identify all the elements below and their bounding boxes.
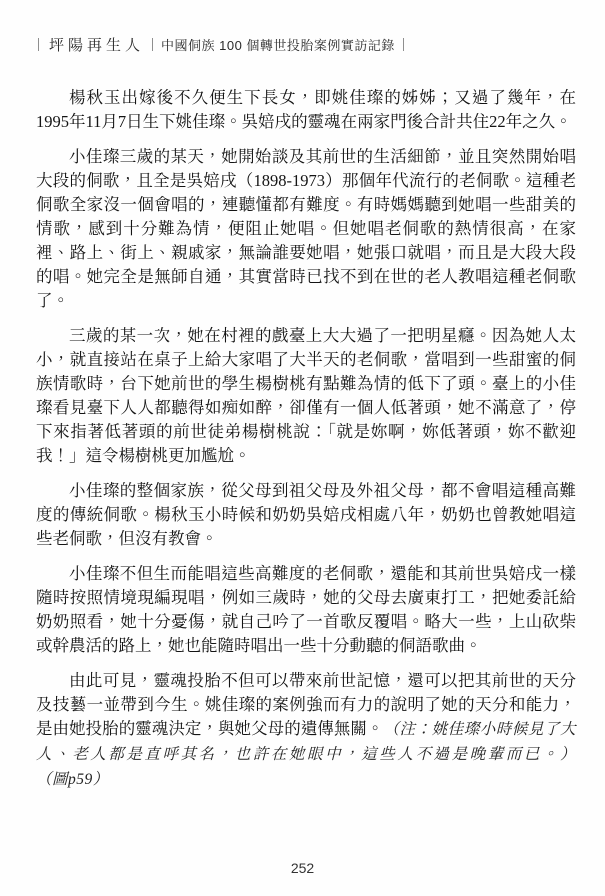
paragraph-birth: 楊秋玉出嫁後不久便生下長女，即姚佳璨的姊姊；又過了幾年，在1995年11月7日生下姚佳璨。吳婄戌的靈魂在兩家門後合計共住22年之久。	[36, 88, 576, 131]
header-divider-left	[38, 38, 39, 51]
paragraph-stage-performance: 三歲的某一次，她在村裡的戲臺上大大過了一把明星癮。因為她人太小，就直接站在桌子上給大家唱了大半天的老侗歌，當唱到一些甜蜜的侗族情歌時，台下她前世的學生楊樹桃有點難為情的低下了頭。臺上的小佳璨看見臺下人人都聽得如痴如醉，卻僅有一個人低著頭，她不滿意了，停下來指著低著頭的前世徒弟楊樹桃說：「就是妳啊，妳低著頭，妳不歡迎我！」這令楊樹桃更加尷尬。	[36, 326, 576, 465]
book-title: 坪陽再生人	[49, 38, 145, 54]
figure-reference: （圖p59）	[36, 771, 109, 788]
page-number: 252	[290, 860, 315, 876]
paragraph-singing-begins: 小佳璨三歲的某天，她開始談及其前世的生活細節，並且突然開始唱大段的侗歌，且全是吳婄戌（1898-1973）那個年代流行的老侗歌。這種老侗歌全家沒一個會唱的，連聽懂都有難度。有時媽媽聽到她唱一些甜美的情歌，感到十分難為情，便阻止她唱。但她唱老侗歌的熱情很高，在家裡、路上、街上、親戚家，無論誰要她唱，她張口就唱，而且是大段大段的唱。她完全是無師自通，其實當時已找不到在世的老人教唱這種老侗歌了。	[36, 147, 576, 310]
header-divider-right	[403, 38, 404, 51]
conclusion-text: 由此可見，靈魂投胎不但可以帶來前世記憶，還可以把其前世的天分及技藝一並帶到今生。姚佳璨的案例強而有力的說明了她的天分和能力，是由她投胎的靈魂決定，與她父母的遺傳無關。	[36, 671, 576, 738]
author-note: （注：姚佳璨小時候見了大人、老人都是直呼其名，也許在她眼中，這些人不過是晚輩而已。）	[36, 721, 576, 763]
paragraph-conclusion	[36, 669, 576, 792]
paragraph-family-cannot-sing: 小佳璨的整個家族，從父母到祖父母及外祖父母，都不會唱這種高難度的傳統侗歌。楊秋玉小時候和奶奶吳婄戌相處八年，奶奶也曾教她唱這些老侗歌，但沒有教會。	[36, 481, 576, 548]
paragraph-improvised-songs: 小佳璨不但生而能唱這些高難度的老侗歌，還能和其前世吳婄戌一樣隨時按照情境現編現唱，例如三歲時，她的父母去廣東打工，把她委託給奶奶照看，她十分憂傷，就自己吟了一首歌反覆唱。略大一些，上山砍柴或幹農活的路上，她也能隨時唱出一些十分動聽的侗語歌曲。	[36, 564, 576, 655]
book-subtitle: 中國侗族 100 個轉世投胎案例實訪記錄	[161, 38, 395, 53]
header-divider-middle	[152, 38, 153, 51]
running-header	[38, 34, 404, 55]
page-body-text	[36, 86, 576, 803]
